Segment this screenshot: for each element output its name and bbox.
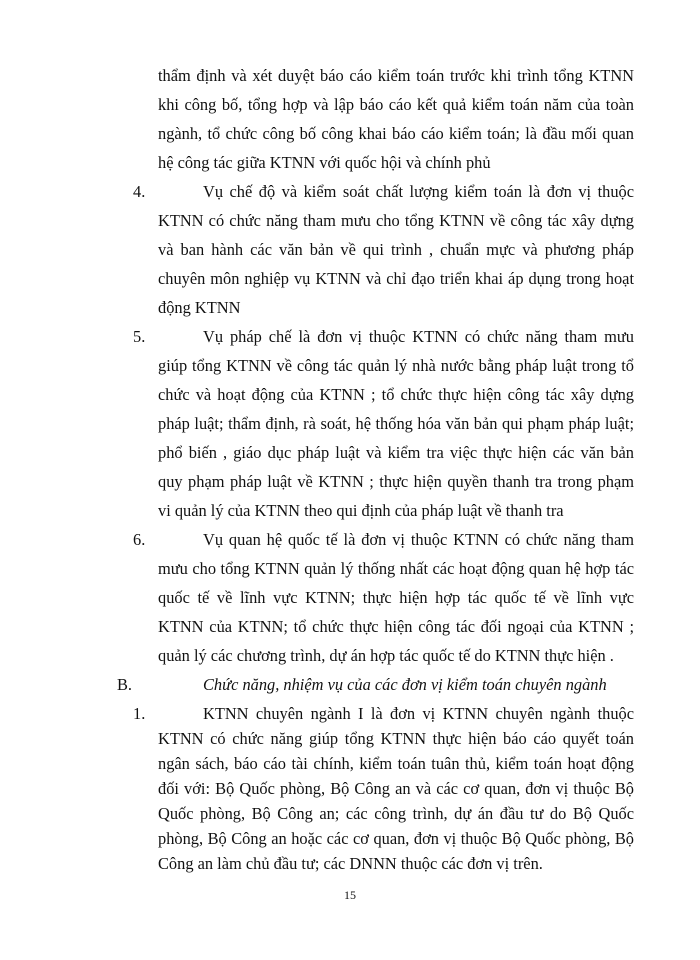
- text-line: quy phạm pháp luật về KTNN ; thực hiện quyền thanh tra trong phạm: [158, 472, 634, 491]
- text-line: Vụ quan hệ quốc tế là đơn vị thuộc KTNN có chức năng tham: [203, 530, 634, 549]
- text-line: Vụ chế độ và kiểm soát chất lượng kiểm toán là đơn vị thuộc: [203, 182, 634, 201]
- section-number: B.: [117, 675, 133, 694]
- text-line: KTNN của KTNN; tổ chức thực hiện công tác đối ngoại của KTNN ;: [158, 617, 634, 636]
- text-line: và ban hành các văn bản về qui trình , chuẩn mực và phương pháp: [158, 240, 634, 259]
- text-line: mưu cho tổng KTNN quản lý thống nhất các hoạt động quan hệ hợp tác: [158, 559, 634, 578]
- text-line: phổ biến , giáo dục pháp luật và kiểm tra việc thực hiện các văn bản: [158, 443, 634, 462]
- text-line: chuyên môn nghiệp vụ KTNN và chỉ đạo triển khai áp dụng trong hoạt: [158, 269, 634, 288]
- text-line: ngành, tổ chức công bố công khai báo cáo kiểm toán; là đầu mối quan: [158, 124, 634, 143]
- text-line: Quốc phòng, Bộ Công an; các công trình, dự án đầu tư do Bộ Quốc: [158, 804, 634, 823]
- text-line: Vụ pháp chế là đơn vị thuộc KTNN có chức năng tham mưu: [203, 327, 634, 346]
- text-line: khi công bố, tổng hợp và lập báo cáo kết quả kiểm toán năm của toàn: [158, 95, 634, 114]
- list-number: 5.: [133, 327, 146, 346]
- section-title: Chức năng, nhiệm vụ của các đơn vị kiểm toán chuyên ngành: [203, 675, 607, 694]
- text-line: chức và hoạt động của KTNN ; tổ chức thực hiện công tác xây dựng: [158, 385, 634, 404]
- page-number: 15: [344, 888, 356, 902]
- list-number: 4.: [133, 182, 146, 201]
- text-line: KTNN chuyên ngành I là đơn vị KTNN chuyên ngành thuộc: [203, 704, 634, 723]
- text-line: phòng, Bộ Công an hoặc các cơ quan, đơn vị thuộc Bộ Quốc phòng, Bộ: [158, 829, 634, 848]
- list-number: 1.: [133, 704, 146, 723]
- text-line: giúp tổng KTNN về công tác quản lý nhà nước bằng pháp luật trong tổ: [158, 356, 634, 375]
- text-line: pháp luật; thẩm định, rà soát, hệ thống hóa văn bản qui phạm pháp luật;: [158, 414, 634, 433]
- text-line: vi quản lý của KTNN theo qui định của pháp luật về thanh tra: [158, 501, 564, 520]
- list-number: 6.: [133, 530, 146, 549]
- text-line: thẩm định và xét duyệt báo cáo kiểm toán trước khi trình tổng KTNN: [158, 66, 634, 85]
- text-line: động KTNN: [158, 298, 241, 317]
- text-line: KTNN có chức năng giúp tổng KTNN thực hiện báo cáo quyết toán: [158, 729, 634, 748]
- text-line: quốc tế về lĩnh vực KTNN; thực hiện hợp tác quốc tế về lĩnh vực: [158, 588, 634, 607]
- text-line: ngân sách, báo cáo tài chính, kiểm toán tuân thủ, kiểm toán hoạt động: [158, 754, 634, 773]
- text-line: KTNN có chức năng tham mưu cho tổng KTNN về công tác xây dựng: [158, 211, 634, 230]
- text-line: Công an làm chủ đầu tư; các DNNN thuộc các đơn vị trên.: [158, 854, 543, 873]
- text-line: hệ công tác giữa KTNN với quốc hội và chính phủ: [158, 153, 491, 172]
- text-line: quản lý các chương trình, dự án hợp tác quốc tế do KTNN thực hiện .: [158, 646, 614, 665]
- text-line: đối với: Bộ Quốc phòng, Bộ Công an và các cơ quan, đơn vị thuộc Bộ: [158, 779, 634, 798]
